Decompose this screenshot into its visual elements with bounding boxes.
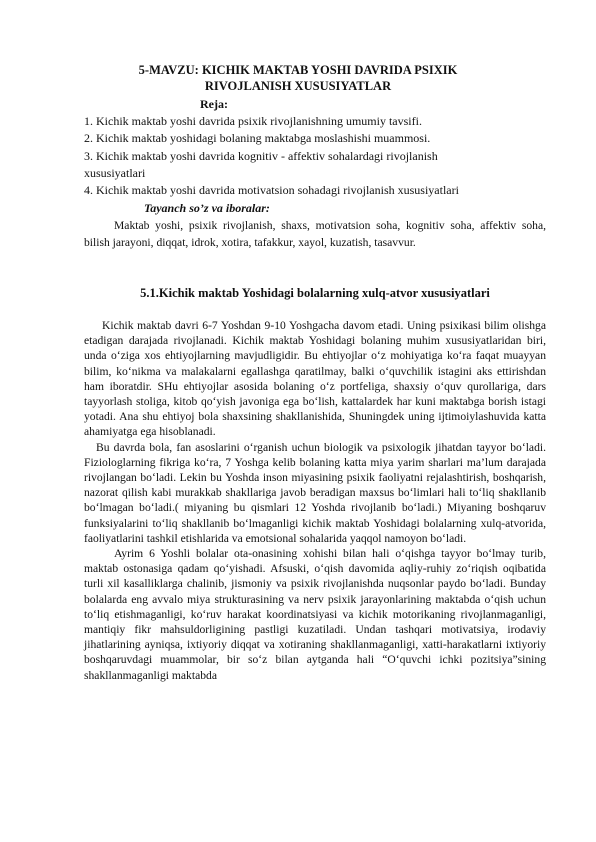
plan-item-1: 1. Kichik maktab yoshi davrida psixik rivojlanishning umumiy tavsifi. (84, 114, 422, 128)
paragraph-2: Bu davrda bola, fan asoslarini o‘rganish uchun biologik va psixologik jihatdan tayyor bo‘ladi. Fiziologlarning fikriga ko‘ra, 7 Yoshga kelib bolaning katta miya yarim sharlari ma’lum darajada rivojlangan bo‘ladi. Lekin bu Yoshda inson miyasining psixik faoliyatni rejalashtirish, boshqarish, nazorat qilish kabi murakkab shakllariga javob beradigan maxsus bo‘limlari hali to‘liq shakllanib bo‘lmagan bo‘ladi.( miyaning bu qismlari 12 Yoshda rivojlanib bo‘ladi.) Miyaning boshqaruv funksiyalarini to‘liq shakllanib bo‘lmaganligi kichik maktab Yoshidagi bolalarning xulq-atvorida, faoliyatlarini tashkil etishlarida va emotsional sohalarida yaqqol namoyon bo‘ladi. (84, 440, 546, 545)
chapter-title-line-1: 5-MAVZU: KICHIK MAKTAB YOSHI DAVRIDA PSIXIK (138, 63, 458, 77)
plan-item-4: 4. Kichik maktab yoshi davrida motivatsion sohadagi rivojlanish xususiyatlari (84, 183, 459, 197)
paragraph-1: Kichik maktab davri 6-7 Yoshdan 9-10 Yoshgacha davom etadi. Uning psixikasi bilim olishga etadigan darajada rivojlanadi. Kichik maktab Yoshidagi bolaning muhim xususiyatlaridan biri, unda o‘ziga xos ehtiyojlarning mavjudligidir. Bu ehtiyojlar o‘z mohiyatiga ko‘ra faqat muayyan bilim, ko‘nikma va malakalarni egallashga qaratilmay, balki o‘quvchilik istagini aks ettirishdan ham iboratdir. SHu ehtiyojlar asosida bolaning o‘z portfeliga, shaxsiy o‘quv qurollariga, dars tayyorlash stoliga, kitob qo‘yish javoniga ega bo‘lish, kattalardek har kuni maktabga borish istagi yotadi. Ana shu ehtiyoj bola shaxsining shakllanishida, Shuningdek uning ijtimoiylashuvida katta ahamiyatga ega hisoblanadi. (84, 319, 546, 439)
plan-item-2: 2. Kichik maktab yoshidagi bolaning maktabga moslashishi muammosi. (84, 131, 431, 145)
keywords-text: Maktab yoshi, psixik rivojlanish, shaxs, motivatsion soha, kognitiv soha, affektiv soha, bilish jarayoni, diqqat, idrok, xotira, tafakkur, xayol, kuzatish, tasavvur. (84, 219, 546, 249)
plan-item-3: 3. Kichik maktab yoshi davrida kognitiv - affektiv sohalardagi rivojlanish (84, 149, 438, 163)
keywords-label: Tayanch so’z va iboralar: (144, 201, 270, 215)
chapter-title-line-2: RIVOJLANISH XUSUSIYATLAR (204, 79, 392, 93)
plan-item-3-continued: xususiyatlari (84, 166, 146, 180)
section-heading: 5.1.Kichik maktab Yoshidagi bolalarning xulq-atvor xususiyatlari (140, 286, 490, 300)
plan-label: Reja: (200, 97, 228, 111)
paragraph-3: Ayrim 6 Yoshli bolalar ota-onasining xohishi bilan hali o‘qishga tayyor bo‘lmay turib, maktab ostonasiga qadam qo‘yishadi. Afsuski, o‘qish davomida aqliy-ruhiy zo‘riqish oqibatida turli xil kasalliklarga chalinib, jismoniy va psixik rivojlanishda nuqsonlar paydo bo‘ladi. Bunday bolalarda eng avvalo miya strukturasining va nerv psixik jarayonlarining maktabda o‘qish uchun to‘liq etishmaganligi, ko‘ruv harakat koordinatsiyasi va kichik motorikaning rivojlanmaganligi, mantiqiy fikr mahsuldorligining pastligi kuzatiladi. Undan tashqari motivatsiya, irodaviy jihatlarining ayniqsa, ixtiyoriy diqqat va xotiraning shakllanmaganligi, xatti-harakatlarni ixtiyoriy boshqaruvdagi muammolar, bir so‘z bilan aytganda hali “O‘quvchi ichki pozitsiya”sining shakllanmaganligi maktabda (84, 547, 546, 682)
section-body (84, 318, 546, 683)
chapter-title (80, 62, 516, 94)
